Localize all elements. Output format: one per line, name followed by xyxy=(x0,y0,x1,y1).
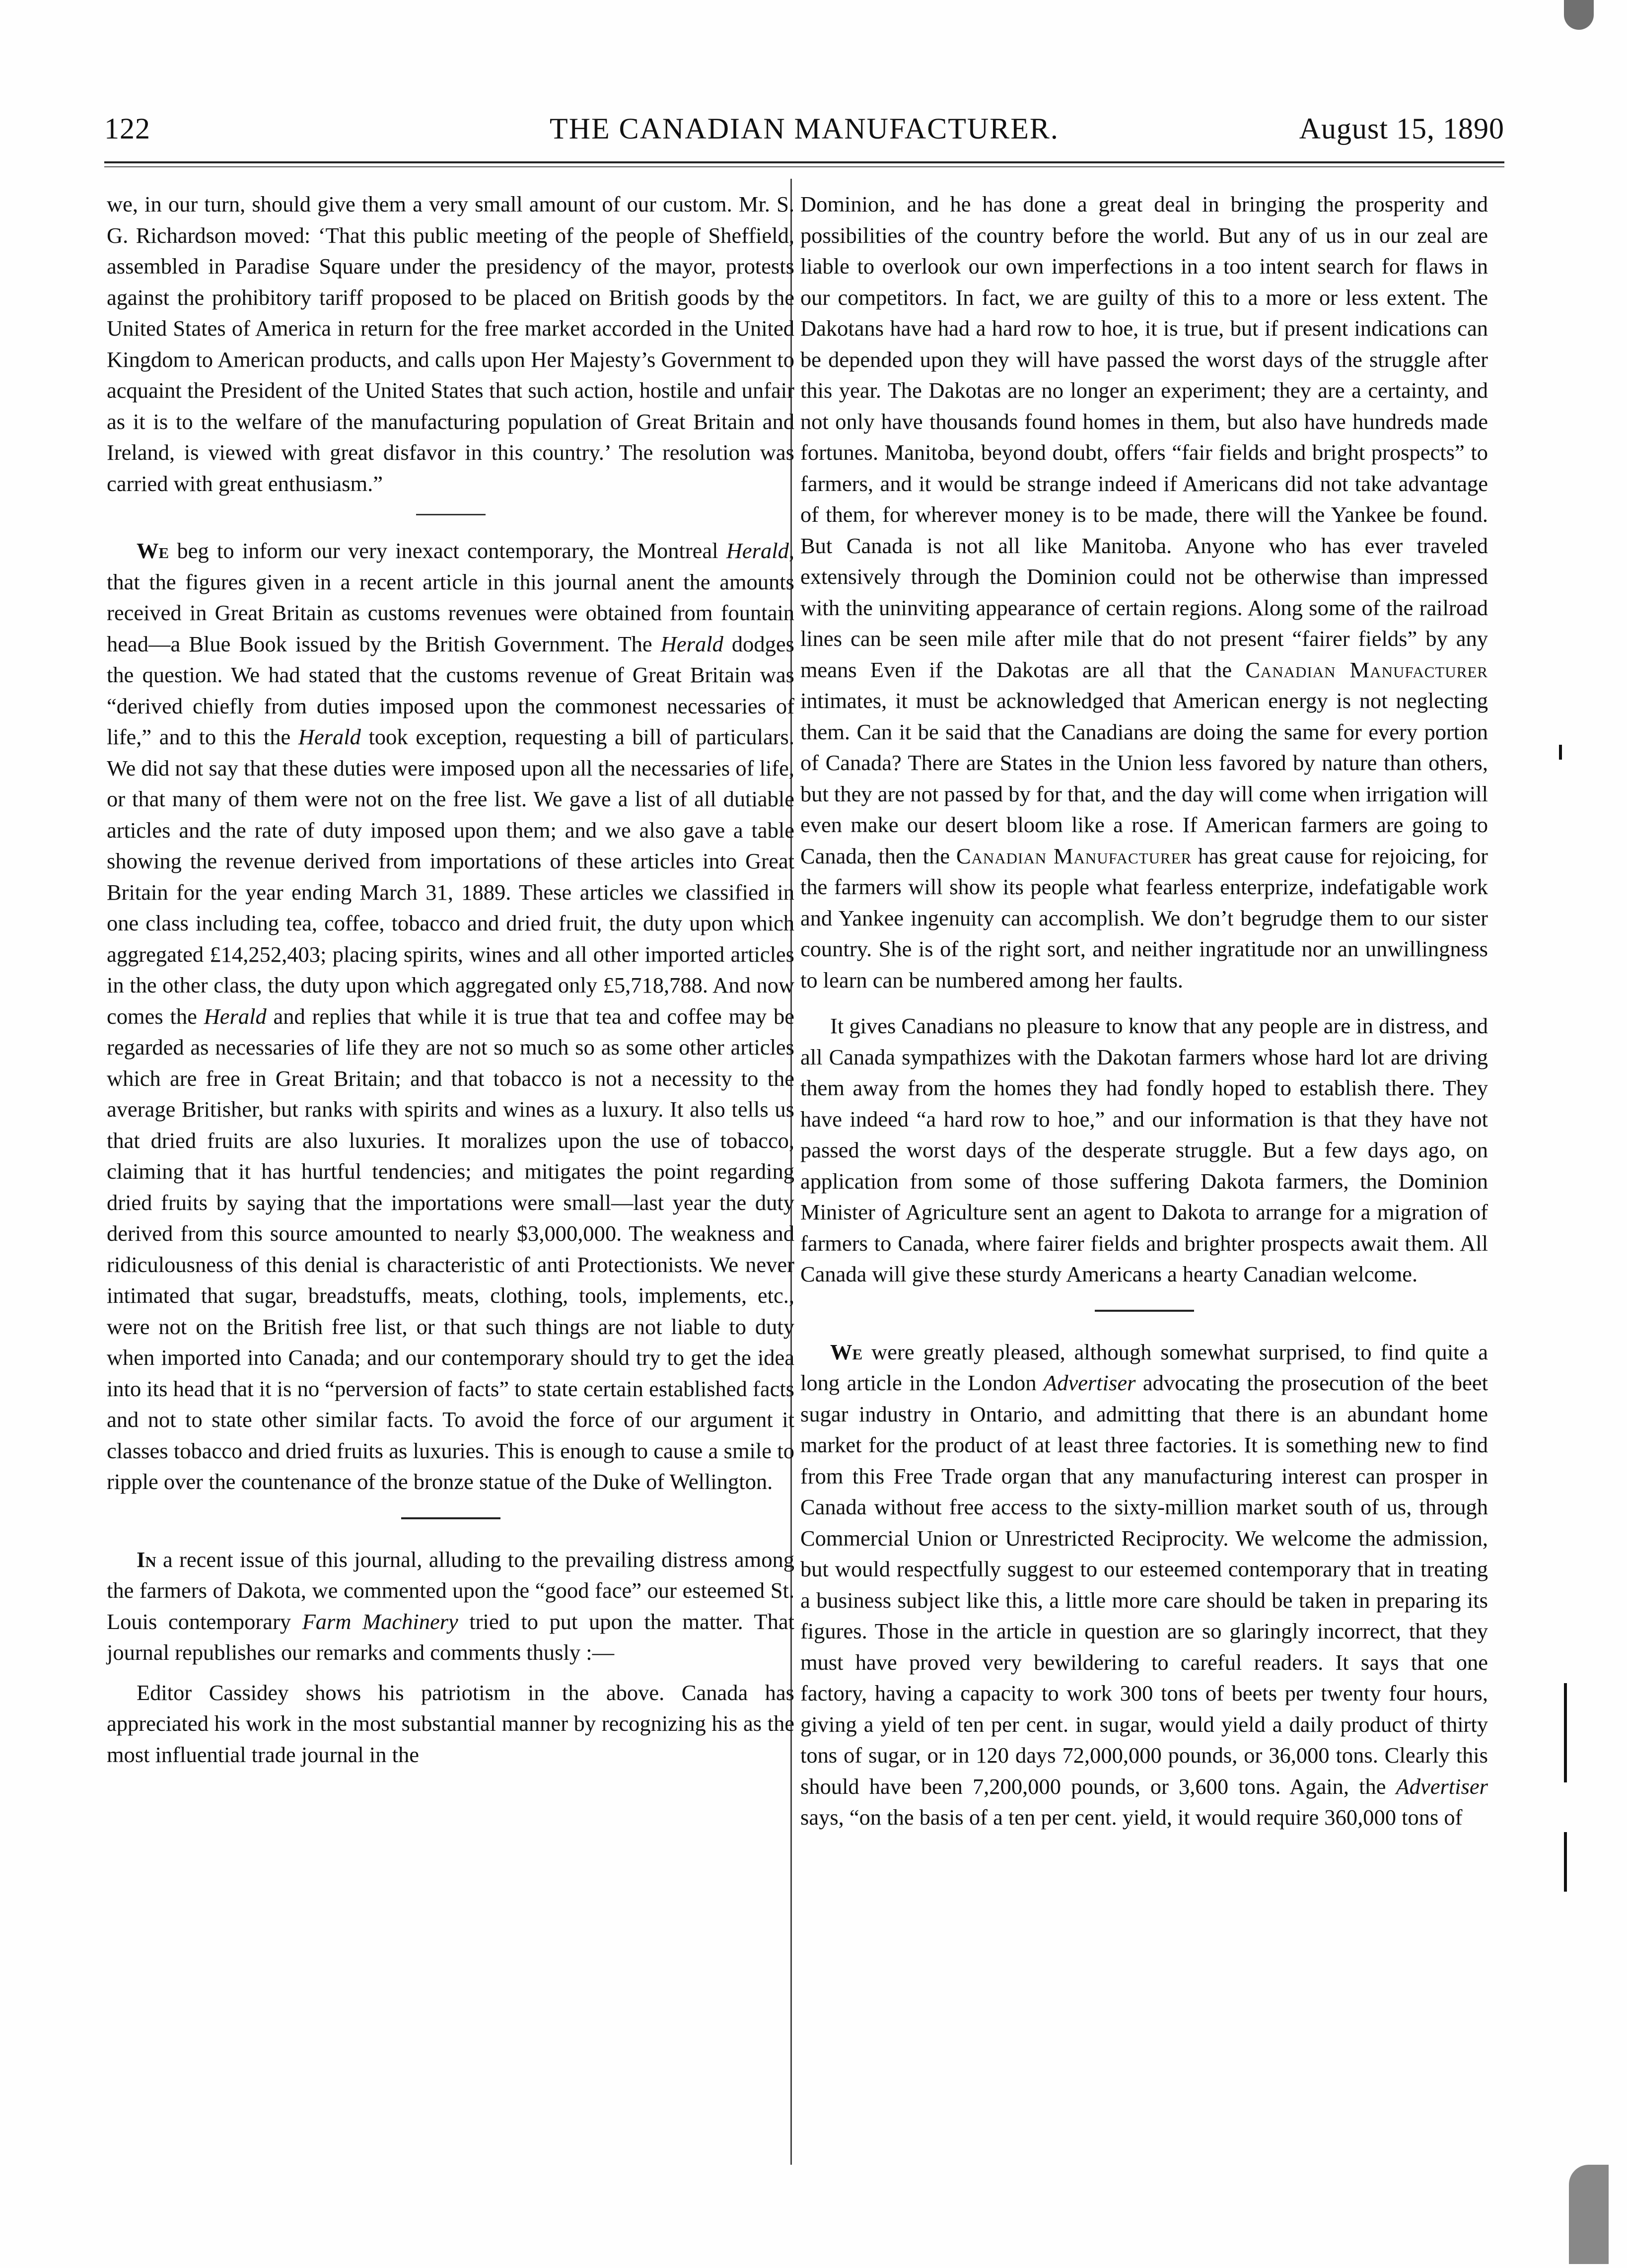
paragraph-dakota-distress xyxy=(107,1544,794,1668)
section-separator xyxy=(416,514,486,515)
small-caps-title: Canadian Manufacturer xyxy=(956,843,1192,868)
italic-title: Farm Machinery xyxy=(302,1609,458,1634)
lead-word: We xyxy=(830,1339,863,1364)
italic-title: Herald xyxy=(726,538,789,563)
text-run: intimates, it must be acknowledged that American energy is not neglecting them. Can it be said that the Canadians are doing the same for every portion of Canada? There are States in the Union less favored by nature than others, but they are not passed by for that, and the day will come when irrigation will even make our desert bloom like a rose. If American farmers are going to Canada, then the xyxy=(800,688,1488,868)
text-run: advocating the prosecution of the beet sugar industry in Ontario, and admitting that there is an abundant home market for the product of at least three factories. It is something new to find from this Free Trade organ that any manufacturing interest can prosper in Canada without free access to the sixty-million market south of us, through Commercial Union or Unrestricted Reciprocity. We welcome the admission, but would respectfully suggest to our esteemed contemporary that in treating a business subject like this, a little more care should be taken in preparing its figures. Those in the article in question are so glaringly incorrect, that they must have proved very bewildering to careful readers. It says that one factory, having a capacity to work 300 tons of beets per twenty four hours, giving a yield of ten per cent. in sugar, would yield a daily product of thirty tons of sugar, or in 120 days 72,000,000 pounds, or 36,000 tons. Clearly this should have been 7,200,000 pounds, or 3,600 tons. Again, the xyxy=(800,1370,1488,1799)
header-rule xyxy=(104,161,1504,163)
scan-edge-mark xyxy=(1559,745,1562,760)
text-run: dodges the question. We had stated that the customs revenue of Great Britain was “derived chiefly from duties imposed upon the commonest necessaries of life,” and to this the xyxy=(107,631,794,749)
paragraph-editor-cassidey: Editor Cassidey shows his patriotism in the above. Canada has appreciated his work in the most substantial manner by recognizing his as the most influential trade journal in the xyxy=(107,1680,794,1767)
text-run: tried to put upon the matter. That journal republishes our remarks and comments thusly :— xyxy=(107,1609,795,1665)
right-column xyxy=(800,189,1488,1833)
text-run: a recent issue of this journal, alluding to the prevailing distress among the farmers of Dakota, we commented upon the “good face” our esteemed St. Louis contemporary xyxy=(107,1547,794,1634)
page-number: 122 xyxy=(104,112,150,145)
text-run: were greatly pleased, although somewhat surprised, to find quite a long article in the London xyxy=(800,1339,1488,1395)
paragraph-canadian-sympathy: It gives Canadians no pleasure to know that any people are in distress, and all Canada sympathizes with the Dakotan farmers whose hard lot are driving them away from the homes they had fondly hoped to establish there. They have indeed “a hard row to hoe,” and our information is that they have not passed the worst days of the desperate struggle. But a few days ago, on application from some of those suffering Dakota farmers, the Dominion Minister of Agriculture sent an agent to Dakota to arrange for a migration of farmers to Canada, where fairer fields and brighter prospects await them. All Canada will give these sturdy Americans a hearty Canadian welcome. xyxy=(800,1013,1488,1286)
section-separator xyxy=(401,1517,500,1519)
italic-title: Advertiser xyxy=(1396,1773,1488,1799)
small-caps-title: Canadian Manufacturer xyxy=(1245,657,1488,682)
page-header xyxy=(104,107,1504,161)
text-run: beg to inform our very inexact contemporary, the Montreal xyxy=(169,538,726,563)
italic-title: Herald xyxy=(298,724,361,749)
italic-title: Advertiser xyxy=(1044,1370,1136,1395)
issue-date: August 15, 1890 xyxy=(1299,112,1504,145)
section-separator xyxy=(1095,1310,1194,1312)
paragraph-beet-sugar xyxy=(800,1337,1488,1833)
text-run: has great cause for rejoicing, for the farmers will show its people what fearless enterprize, indefatigable work and Yankee ingenuity can accomplish. We don’t begrudge them to our sister country. She is of the right sort, and neither ingratitude nor an unwillingness to learn can be numbered among her faults. xyxy=(800,843,1488,992)
masthead-title: THE CANADIAN MANUFACTURER. xyxy=(550,112,1059,145)
text-run: , that the figures given in a recent article in this journal anent the amounts received in Great Britain as customs revenues were obtained from fountain head—a Blue Book issued by the British Government. The xyxy=(107,538,794,656)
lead-word: In xyxy=(137,1547,156,1572)
lead-word: We xyxy=(137,538,169,563)
scan-edge-mark xyxy=(1564,1683,1567,1782)
text-run: took exception, requesting a bill of particulars. We did not say that these duties were imposed upon all the necessaries of life, or that many of them were not on the free list. We gave a list of all dutiable articles and the rate of duty imposed upon them; and we also gave a table showing the revenue derived from importations of these articles into Great Britain for the year ending March 31, 1889. These articles we classified in one class including tea, coffee, tobacco and dried fruit, the duty upon which aggregated £14,252,403; placing spirits, wines and all other imported articles in the other class, the duty upon which aggregated only £5,718,788. And now comes the xyxy=(107,724,794,1029)
text-run: and replies that while it is true that tea and coffee may be regarded as necessaries of life they are not so much so as some other articles which are free in Great Britain; and that tobacco is not a necessity to the average Britisher, but ranks with spirits and wines as a luxury. It also tells us that dried fruits are also luxuries. It moralizes upon the use of tobacco, claiming that it has hurtful tendencies; and mitigates the point regarding dried fruits by saying that the importations were small—last year the duty derived from this source amounted to nearly $3,000,000. The weakness and ridiculousness of this denial is characteristic of anti Protectionists. We never intimated that sugar, breadstuffs, meats, clothing, tools, implements, etc., were not on the British free list, or that such things are not liable to duty when imported into Canada; and our contemporary should try to get the idea into its head that it is no “perversion of facts” to state certain established facts and not to state other similar facts. To avoid the force of our argument it classes tobacco and dried fruits as luxuries. This is enough to cause a smile to ripple over the countenance of the bronze statue of the Duke of Wellington. xyxy=(107,1003,794,1494)
scan-edge-mark xyxy=(1569,2165,1609,2264)
italic-title: Herald xyxy=(660,631,723,656)
text-run: Dominion, and he has done a great deal in bringing the prosperity and possibilities of the country before the world. But any of us in our zeal are liable to overlook our own imperfections in a too intent search for flaws in our competitors. In fact, we are guilty of this to a more or less extent. The Dakotans have had a hard row to hoe, it is true, but if present indications can be depended upon they will have passed the worst days of the struggle after this year. The Dakotas are no longer an experiment; they are a certainty, and not only have thousands found homes in them, but also have hundreds made fortunes. Manitoba, beyond doubt, offers “fair fields and bright prospects” to farmers, and it would be strange indeed if Americans did not take advantage of them, for wherever money is to be made, there will the Yankee be found. But Canada is not all like Manitoba. Anyone who has ever traveled extensively through the Dominion could not be otherwise than impressed with the uninviting appearance of certain regions. Along some of the railroad lines can be seen mile after mile that do not present “fairer fields” by any means Even if the Dakotas are all that the xyxy=(800,192,1488,682)
scan-edge-mark xyxy=(1564,0,1594,30)
italic-title: Herald xyxy=(204,1003,267,1029)
paragraph-sheffield-resolution: we, in our turn, should give them a very small amount of our custom. Mr. S. G. Richardson moved: ‘That this public meeting of the people of Sheffield, assembled in Paradise Square under the presidency of the mayor, protests against the prohibitory tariff proposed to be placed on British goods by the United States of America in return for the free market accorded in the United Kingdom to American products, and calls upon Her Majesty’s Government to acquaint the President of the United States that such action, hostile and unfair as it is to the welfare of the manufacturing population of Great Britain and Ireland, is viewed with great disfavor in this country.’ The resolution was carried with great enthusiasm.” xyxy=(107,192,794,496)
text-run: says, “on the basis of a ten per cent. yield, it would require 360,000 tons of xyxy=(800,1805,1463,1830)
scan-edge-mark xyxy=(1564,1832,1567,1892)
paragraph-dominion-prosperity xyxy=(800,189,1488,995)
header-rule-thin xyxy=(104,166,1504,167)
paragraph-herald-reply xyxy=(107,535,794,1497)
left-column xyxy=(107,189,794,1770)
